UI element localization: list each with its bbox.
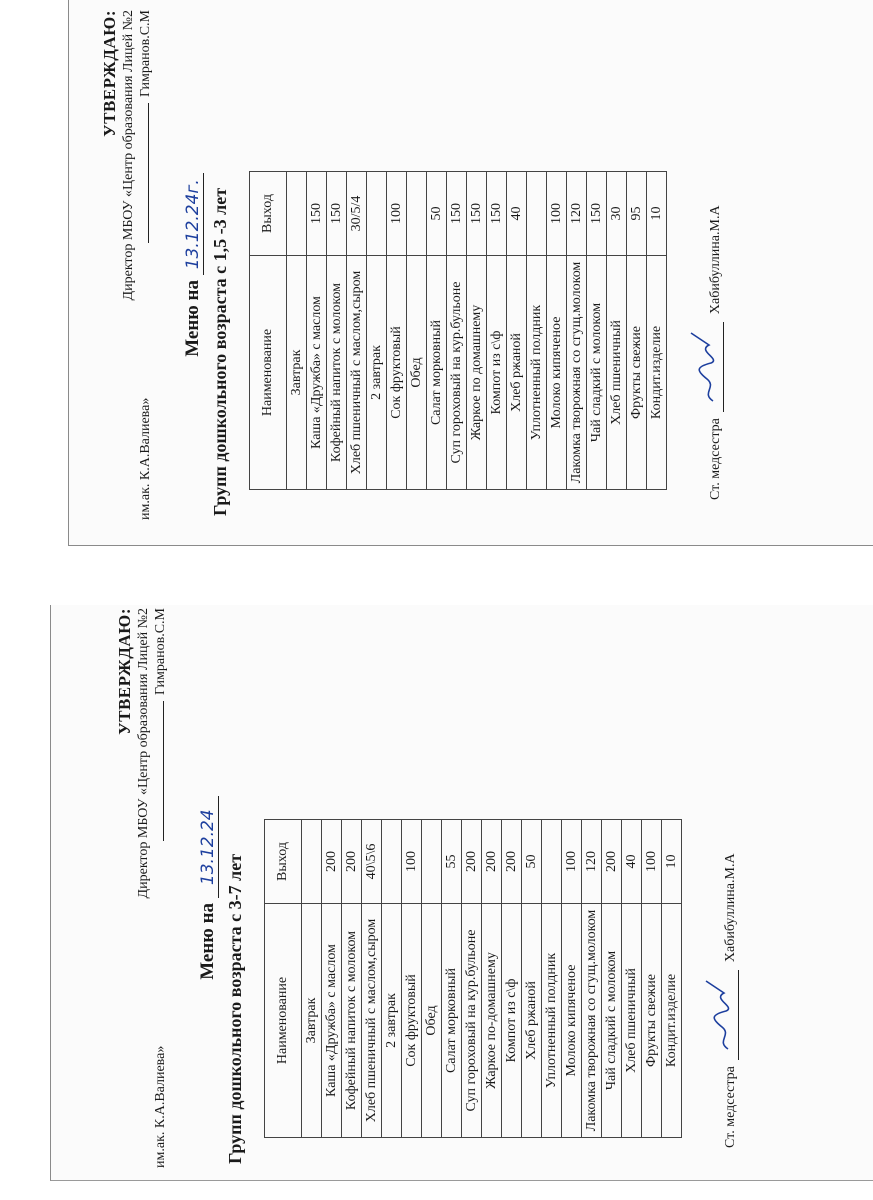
dish-output: 40 <box>622 820 642 904</box>
dish-name: Сок фруктовый <box>402 904 422 1138</box>
dish-output: 150 <box>467 172 487 256</box>
dish-output: 100 <box>642 820 662 904</box>
dish-output: 200 <box>482 820 502 904</box>
dish-output <box>367 172 387 256</box>
section-label: Завтрак <box>302 904 322 1138</box>
dish-name: Хлеб пшеничный с маслом,сыром <box>362 904 382 1138</box>
footer-signer: Хабибуллина.М.А <box>708 205 723 315</box>
dish-name: Жаркое по домашнему <box>467 256 487 490</box>
approval-title: УТВЕРЖДАЮ: <box>100 10 119 137</box>
director-line: Директор МБОУ «Центр образования Лицей №2 <box>136 608 151 899</box>
dish-output: 10 <box>662 820 682 904</box>
approval-title: УТВЕРЖДАЮ: <box>115 608 134 735</box>
dish-name: Лакомка творожная со сгущ.молоком <box>567 256 587 490</box>
dish-output: 100 <box>387 172 407 256</box>
table-row <box>402 820 422 1138</box>
dish-output: 120 <box>582 820 602 904</box>
menu-table-body <box>302 820 682 1138</box>
dish-output: 95 <box>627 172 647 256</box>
table-section-row <box>542 820 562 1138</box>
dish-output <box>407 172 427 256</box>
table-row <box>322 820 342 1138</box>
dish-output: 40 <box>507 172 527 256</box>
menu-page-preschool <box>115 608 873 1168</box>
table-row <box>647 172 667 490</box>
dish-output <box>382 820 402 904</box>
menu-title <box>197 608 219 1168</box>
dish-output: 150 <box>327 172 347 256</box>
director-name: Гимранов.С.М <box>153 608 168 696</box>
handwritten-date: 13.12.24г. <box>183 173 204 275</box>
dish-name: Хлеб пшеничный <box>622 904 642 1138</box>
footer-signer: Хабибуллина.М.А <box>723 853 738 963</box>
dish-name: Хлеб пшеничный <box>607 256 627 490</box>
table-section-row <box>382 820 402 1138</box>
table-section-row <box>527 172 547 490</box>
footer-role: Ст. медсестра <box>723 1066 738 1148</box>
dish-name: Лакомка творожная со сгущ.молоком <box>582 904 602 1138</box>
table-section-row <box>367 172 387 490</box>
dish-output: 200 <box>502 820 522 904</box>
table-row <box>427 172 447 490</box>
dish-output <box>542 820 562 904</box>
school-name: им.ак. К.А.Валиева» <box>138 397 153 520</box>
table-row <box>482 820 502 1138</box>
dish-output <box>422 820 442 904</box>
dish-name: Каша «Дружба» с маслом <box>307 256 327 490</box>
menu-page-toddlers <box>100 10 873 520</box>
dish-name: Салат морковный <box>442 904 462 1138</box>
menu-table <box>264 819 682 1138</box>
column-header-output: Выход <box>250 172 287 256</box>
dish-name: Компот из с\ф <box>502 904 522 1138</box>
table-row <box>587 172 607 490</box>
director-name: Гимранов.С.М <box>138 10 153 98</box>
dish-output: 55 <box>442 820 462 904</box>
dish-output: 150 <box>307 172 327 256</box>
dish-output: 200 <box>322 820 342 904</box>
table-row <box>342 820 362 1138</box>
dish-output <box>287 172 307 256</box>
table-row <box>562 820 582 1138</box>
dish-name: Хлеб ржаной <box>507 256 527 490</box>
dish-name: Молоко кипяченое <box>547 256 567 490</box>
dish-output: 10 <box>647 172 667 256</box>
table-row <box>307 172 327 490</box>
group-title: Групп дошкольного возраста с 3-7 лет <box>225 853 245 1164</box>
dish-name: Хлеб пшеничный с маслом,сыром <box>347 256 367 490</box>
approval-block <box>100 10 154 520</box>
director-signature-line <box>153 701 164 841</box>
dish-output: 200 <box>462 820 482 904</box>
table-row <box>622 820 642 1138</box>
dish-name: Суп гороховый на кур.бульоне <box>462 904 482 1138</box>
dish-output: 100 <box>562 820 582 904</box>
dish-output: 150 <box>587 172 607 256</box>
table-row <box>582 820 602 1138</box>
director-signature-line <box>138 103 149 243</box>
menu-table-body <box>287 172 667 490</box>
table-row <box>327 172 347 490</box>
table-row <box>627 172 647 490</box>
table-row <box>462 820 482 1138</box>
table-row <box>602 820 622 1138</box>
section-label: Обед <box>422 904 442 1138</box>
table-row <box>347 172 367 490</box>
column-header-name: Наименование <box>265 904 302 1138</box>
nurse-signature <box>702 970 739 1060</box>
dish-output: 30/5/4 <box>347 172 367 256</box>
table-row <box>567 172 587 490</box>
column-header-name: Наименование <box>250 256 287 490</box>
table-row <box>442 820 462 1138</box>
dish-name: Молоко кипяченое <box>562 904 582 1138</box>
dish-name: Чай сладкий с молоком <box>587 256 607 490</box>
table-row <box>642 820 662 1138</box>
school-name: им.ак. К.А.Валиева» <box>153 1045 168 1168</box>
table-row <box>607 172 627 490</box>
dish-output: 100 <box>547 172 567 256</box>
handwritten-date: 13.12.24 <box>198 796 219 898</box>
director-line: Директор МБОУ «Центр образования Лицей №2 <box>121 10 136 301</box>
dish-name: Фрукты свежие <box>627 256 647 490</box>
menu-title <box>182 10 204 520</box>
dish-name: Суп гороховый на кур.бульоне <box>447 256 467 490</box>
dish-name: Кофейный напиток с молоком <box>327 256 347 490</box>
dish-name: Каша «Дружба» с маслом <box>322 904 342 1138</box>
menu-prefix: Меню на <box>182 280 203 357</box>
dish-output: 200 <box>602 820 622 904</box>
column-header-output: Выход <box>265 820 302 904</box>
section-label: Обед <box>407 256 427 490</box>
table-row <box>487 172 507 490</box>
dish-output: 40\5\6 <box>362 820 382 904</box>
dish-name: Кондит.изделие <box>662 904 682 1138</box>
table-section-row <box>422 820 442 1138</box>
table-row <box>507 172 527 490</box>
footer-role: Ст. медсестра <box>708 418 723 500</box>
dish-name: Компот из с\ф <box>487 256 507 490</box>
dish-output <box>527 172 547 256</box>
section-label: Уплотненный полдник <box>542 904 562 1138</box>
footer <box>687 10 724 520</box>
dish-name: Хлеб ржаной <box>522 904 542 1138</box>
dish-output: 30 <box>607 172 627 256</box>
dish-output: 100 <box>402 820 422 904</box>
table-section-row <box>407 172 427 490</box>
table-section-row <box>287 172 307 490</box>
table-row <box>467 172 487 490</box>
dish-name: Сок фруктовый <box>387 256 407 490</box>
table-row <box>387 172 407 490</box>
section-label: 2 завтрак <box>367 256 387 490</box>
dish-name: Чай сладкий с молоком <box>602 904 622 1138</box>
dish-output <box>302 820 322 904</box>
table-row <box>362 820 382 1138</box>
dish-name: Кондит.изделие <box>647 256 667 490</box>
table-row <box>502 820 522 1138</box>
section-label: Уплотненный полдник <box>527 256 547 490</box>
dish-name: Жаркое по-домашнему <box>482 904 502 1138</box>
group-title: Групп дошкольного возраста с 1,5 -3 лет <box>210 187 230 516</box>
dish-output: 50 <box>522 820 542 904</box>
dish-output: 50 <box>427 172 447 256</box>
table-row <box>447 172 467 490</box>
nurse-signature <box>687 322 724 412</box>
table-row <box>662 820 682 1138</box>
section-label: Завтрак <box>287 256 307 490</box>
approval-block <box>115 608 169 1168</box>
menu-prefix: Меню на <box>197 902 218 980</box>
dish-name: Кофейный напиток с молоком <box>342 904 362 1138</box>
footer <box>702 608 739 1168</box>
table-section-row <box>302 820 322 1138</box>
menu-table <box>249 171 667 490</box>
dish-name: Салат морковный <box>427 256 447 490</box>
dish-name: Фрукты свежие <box>642 904 662 1138</box>
dish-output: 200 <box>342 820 362 904</box>
dish-output: 150 <box>487 172 507 256</box>
section-label: 2 завтрак <box>382 904 402 1138</box>
dish-output: 150 <box>447 172 467 256</box>
table-row <box>522 820 542 1138</box>
table-row <box>547 172 567 490</box>
dish-output: 120 <box>567 172 587 256</box>
